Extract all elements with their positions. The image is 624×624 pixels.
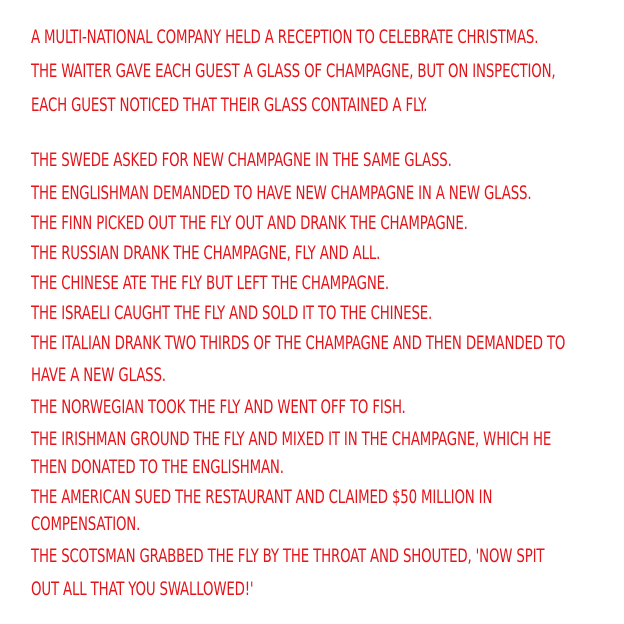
intro-line-2: THE WAITER GAVE EACH GUEST A GLASS OF CHAMPAGNE, BUT ON INSPECTION, [31,60,556,82]
joke-line-swede: THE SWEDE ASKED FOR NEW CHAMPAGNE IN THE SAME GLASS. [31,149,452,171]
joke-line-russian: THE RUSSIAN DRANK THE CHAMPAGNE, FLY AND ALL. [31,242,381,264]
joke-line-norwegian: THE NORWEGIAN TOOK THE FLY AND WENT OFF TO FISH. [31,396,406,418]
joke-line-scotsman: THE SCOTSMAN GRABBED THE FLY BY THE THROAT AND SHOUTED, 'NOW SPIT [31,545,545,567]
joke-line-scotsman-cont: OUT ALL THAT YOU SWALLOWED!' [31,578,254,600]
joke-line-israeli: THE ISRAELI CAUGHT THE FLY AND SOLD IT TO THE CHINESE. [31,302,433,324]
intro-line-1: A MULTI-NATIONAL COMPANY HELD A RECEPTION TO CELEBRATE CHRISTMAS. [31,26,539,48]
joke-line-irishman-cont: THEN DONATED TO THE ENGLISHMAN. [31,456,284,478]
joke-line-american-cont: COMPENSATION. [31,513,141,535]
joke-line-irishman: THE IRISHMAN GROUND THE FLY AND MIXED IT IN THE CHAMPAGNE, WHICH HE [31,428,552,450]
joke-line-italian-cont: HAVE A NEW GLASS. [31,364,166,386]
joke-line-finn: THE FINN PICKED OUT THE FLY OUT AND DRANK THE CHAMPAGNE. [31,212,468,234]
joke-line-englishman: THE ENGLISHMAN DEMANDED TO HAVE NEW CHAMPAGNE IN A NEW GLASS. [31,182,532,204]
intro-line-3: EACH GUEST NOTICED THAT THEIR GLASS CONTAINED A FLY. [31,94,428,116]
joke-line-chinese: THE CHINESE ATE THE FLY BUT LEFT THE CHAMPAGNE. [31,272,389,294]
joke-line-american: THE AMERICAN SUED THE RESTAURANT AND CLAIMED $50 MILLION IN [31,486,493,508]
joke-line-italian: THE ITALIAN DRANK TWO THIRDS OF THE CHAMPAGNE AND THEN DEMANDED TO [31,332,566,354]
